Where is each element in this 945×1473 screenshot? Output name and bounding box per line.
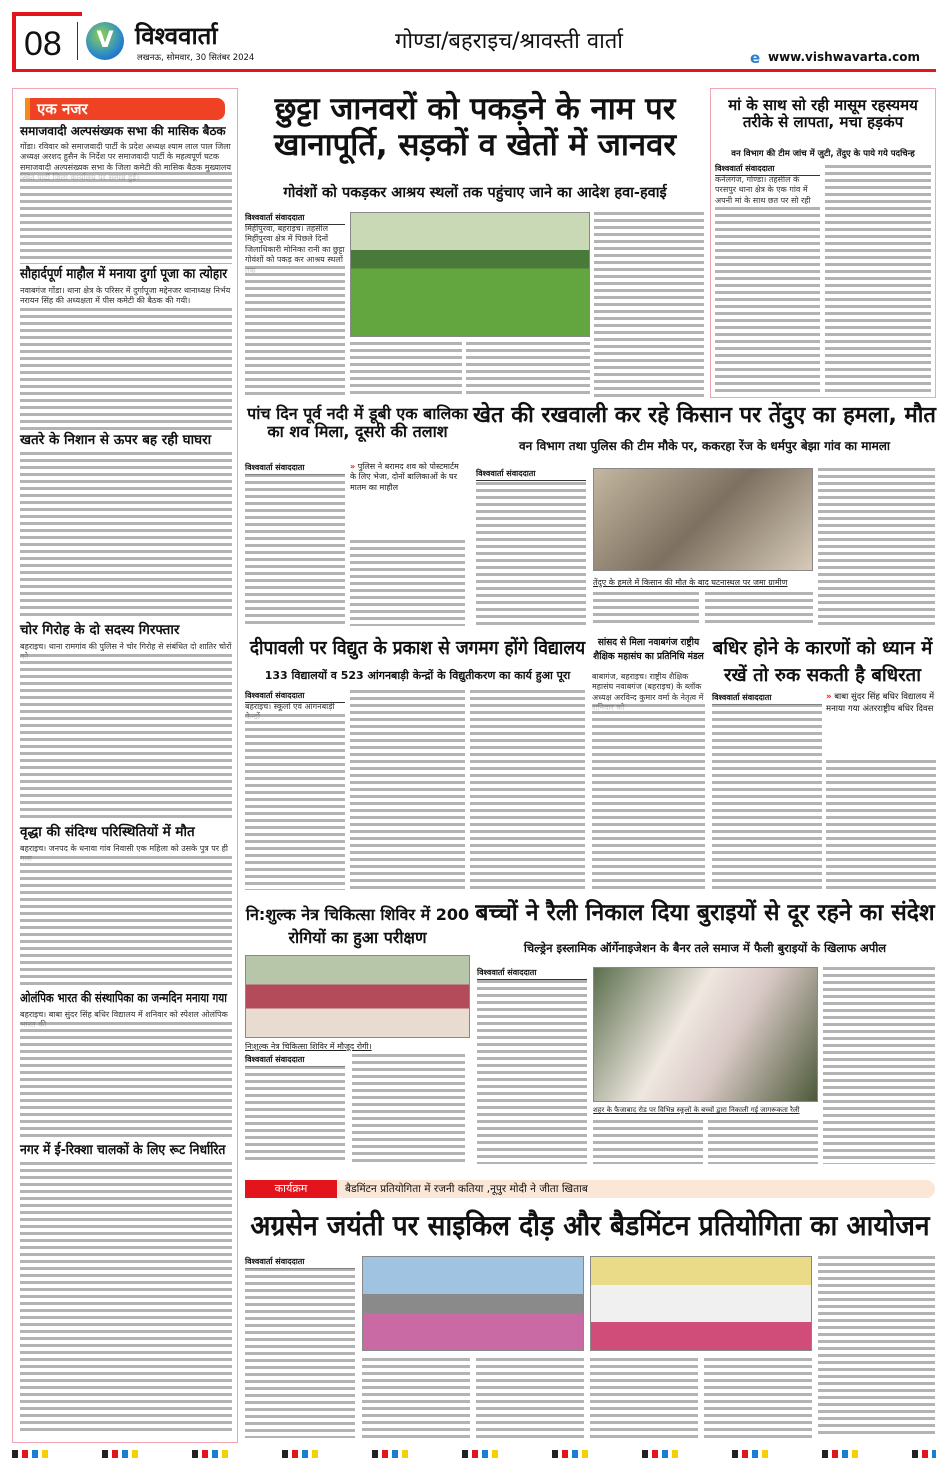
leopard-headline: खेत की रखवाली कर रहे किसान पर तेंदुए का हमला, मौत xyxy=(473,403,936,428)
section-title: गोण्डा/बहराइच/श्रावस्ती वार्ता xyxy=(395,29,624,54)
byline: विश्ववार्ता संवाददाता xyxy=(712,692,822,705)
rally-subhead: चिल्ड्रेन इस्लामिक ऑर्गेनाइजेशन के बैनर तले समाज में फैली बुराइयों के खिलाफ अपील xyxy=(523,941,887,955)
left-lead: बहराइच। जनपद के धनावा गांव निवासी एक महिला को उसके पुत्र पर ही xyxy=(20,844,228,853)
ie-icon: e xyxy=(750,49,761,67)
left-headline: चोर गिरोह के दो सदस्य गिरफ्तार xyxy=(20,622,180,638)
right-lead: कर्नलगंज, गोण्डा। तहसील के परसपुर थाना क्षेत्र के एक गांव में अपनी मां के साथ छत पर सो रही xyxy=(715,175,811,205)
left-headline: वृद्धा की संदिग्ध परिस्थितियों में मौत xyxy=(20,824,195,840)
pullquote-text: पुलिस ने बरामद शव को पोस्टमार्टम के लिए भेजा, दोनों बालिकाओं के घर मातम का माहौल xyxy=(350,462,459,492)
event-label: कार्यक्रम xyxy=(245,1180,337,1198)
right-subhead: वन विभाग की टीम जांच में जुटी, तेंदुए के पाये गये पदचिन्ह xyxy=(731,149,915,159)
pullquote-text: बाबा सुंदर सिंह बधिर विद्यालय में मनाया गया अंतरराष्ट्रीय बधिर दिवस xyxy=(826,692,935,714)
left-headline: ओलंपिक भारत की संस्थापिका का जन्मदिन मनाया गया xyxy=(20,990,227,1005)
ek-nazar-label: एक नजर xyxy=(25,98,225,120)
left-headline: नगर में ई-रिक्शा चालकों के लिए रूट निर्धारित xyxy=(20,1142,226,1158)
lead-subhead: गोवंशों को पकड़कर आश्रय स्थलों तक पहुंचाए जाने का आदेश हवा-हवाई xyxy=(283,185,667,201)
quote-chevron-icon: » xyxy=(826,692,832,702)
girl-pullquote xyxy=(350,462,465,493)
leopard-subhead: वन विभाग तथा पुलिस की टीम मौके पर, ककरहा रेंज के धर्मपुर बेझा गांव का मामला xyxy=(518,439,891,453)
right-headline: मां के साथ सो रही मासूम रहस्यमय तरीके से लापता, मचा हड़कंप xyxy=(728,96,918,132)
photo-badminton-winners xyxy=(590,1256,812,1351)
photo-children-rally xyxy=(593,967,818,1102)
byline: विश्ववार्ता संवाददाता xyxy=(476,468,586,481)
left-lead: बहराइच। थाना रामगांव की पुलिस ने चोर गिरोह से संबंधित दो शातिर चोरों xyxy=(20,642,232,651)
byline: विश्ववार्ता संवाददाता xyxy=(715,163,820,176)
byline: विश्ववार्ता संवाददाता xyxy=(477,967,587,980)
deaf-pullquote xyxy=(826,692,936,716)
byline: विश्ववार्ता संवाददाता xyxy=(245,212,345,225)
website-link[interactable]: www.vishwavarta.com xyxy=(768,50,920,64)
byline: विश्ववार्ता संवाददाता xyxy=(245,1054,345,1067)
quote-chevron-icon: » xyxy=(350,462,356,471)
diwali-subhead: 133 विद्यालयों व 523 आंगनबाड़ी केन्द्रों के विद्युतीकरण का कार्य हुआ पूरा xyxy=(264,669,571,682)
byline: विश्ववार्ता संवाददाता xyxy=(245,1256,355,1269)
dateline: लखनऊ, सोमवार, 30 सितंबर 2024 xyxy=(137,53,255,63)
photo-cattle-in-field xyxy=(350,212,590,337)
photo-cycle-race xyxy=(362,1256,584,1351)
photo-caption: निःशुल्क नेत्र चिकित्सा शिविर में मौजूद रोगी। xyxy=(245,1042,372,1051)
deaf-headline: बधिर होने के कारणों को ध्यान में रखें तो रुक सकती है बधिरता xyxy=(712,638,933,686)
photo-villagers-at-site xyxy=(593,468,813,571)
left-headline: समाजवादी अल्पसंख्यक सभा की मासिक बैठक xyxy=(20,124,226,138)
diwali-lead: बहराइच। स्कूलों एवं आंगनबाड़ी xyxy=(245,702,335,711)
divider xyxy=(77,22,78,60)
left-headline: सौहार्दपूर्ण माहौल में मनाया दुर्गा पूजा का त्योहार xyxy=(20,266,228,282)
page-number: 08 xyxy=(24,25,62,63)
paper-name: विश्ववार्ता xyxy=(135,22,218,50)
left-lead: बहराइच। बाबा सुंदर सिंह बधिर विद्यालय में शनिवार को स्पेशल ओलंपिक xyxy=(20,1010,228,1019)
girl-headline: पांच दिन पूर्व नदी में डूबी एक बालिका का शव मिला, दूसरी की तलाश xyxy=(247,404,468,442)
mp-lead: बाबागंज, बहराइच। राष्ट्रीय शैक्षिक महासंघ नवाबगंज (बहराइच) के ब्लॉक अध्यक्ष अरविन्द कुमार वर्मा के नेतृत्व में xyxy=(592,672,704,702)
left-lead: गोंडा। रविवार को समाजवादी पार्टी के प्रदेश अध्यक्ष श्याम लाल पाल जिला अध्यक्ष अरशद हुसैन के निर्देश पर समाजवादी पार्टी के महत्वपूर्ण घटक समाजवादी अल्पसंख्यक सभा के जिला कमेटी की मासिक बैठक मुख्यालय xyxy=(20,142,231,172)
byline: विश्ववार्ता संवाददाता xyxy=(245,690,345,703)
event-bar-text: बैडमिंटन प्रतियोगिता में रजनी कतिया ,नूपुर मोदी ने जीता खिताब xyxy=(345,1183,588,1195)
photo-caption: तेंदुए के हमले में किसान की मौत के बाद घटनास्थल पर जमा ग्रामीण xyxy=(593,578,788,587)
agrasen-headline: अग्रसेन जयंती पर साइकिल दौड़ और बैडमिंटन प्रतियोगिता का आयोजन xyxy=(250,1209,930,1242)
paper-logo-icon: V xyxy=(86,22,124,60)
left-headline: खतरे के निशान से ऊपर बह रही घाघरा xyxy=(20,432,212,448)
lead-headline: छुट्टा जानवरों को पकड़ने के नाम पर खानापूर्ति, सड़कों व खेतों में जानवर xyxy=(273,91,677,163)
eye-headline: नि:शुल्क नेत्र चिकित्सा शिविर में 200 रोगियों का हुआ परीक्षण xyxy=(245,905,470,948)
photo-eye-camp xyxy=(245,955,470,1038)
lead-text: मिहींपुरवा, बहराइच। तहसील मिहींपुरवा क्षेत्र में पिछले दिनों जिलाधिकारी मोनिका रानी का छुट्टा गोवंशों को पकड़ कर आश्रय स्थलों xyxy=(245,224,345,265)
left-lead: नवाबगंज गोंडा। थाना क्षेत्र के परिसर में दुर्गापूजा मद्देनजर थानाध्यक्ष निर्भय नरायन सिंह की अध्यक्षता में पीस कमेटी की बैठक की गयी। xyxy=(20,286,231,306)
photo-caption: शहर के फैजाबाद रोड पर विभिन्न स्कूलों के बच्चों द्वारा निकाली गई जागरूकता रैली xyxy=(593,1106,800,1114)
byline: विश्ववार्ता संवाददाता xyxy=(245,462,345,475)
rally-headline: बच्चों ने रैली निकाल दिया बुराइयों से दूर रहने का संदेश xyxy=(475,900,935,926)
color-registration-strip xyxy=(12,1450,936,1458)
mp-headline: सांसद से मिला नवाबगंज राष्ट्रीय शैक्षिक महासंघ का प्रतिनिधि मंडल xyxy=(593,637,704,663)
diwali-headline: दीपावली पर विद्युत के प्रकाश से जगमग होंगे विद्यालय xyxy=(249,637,586,659)
